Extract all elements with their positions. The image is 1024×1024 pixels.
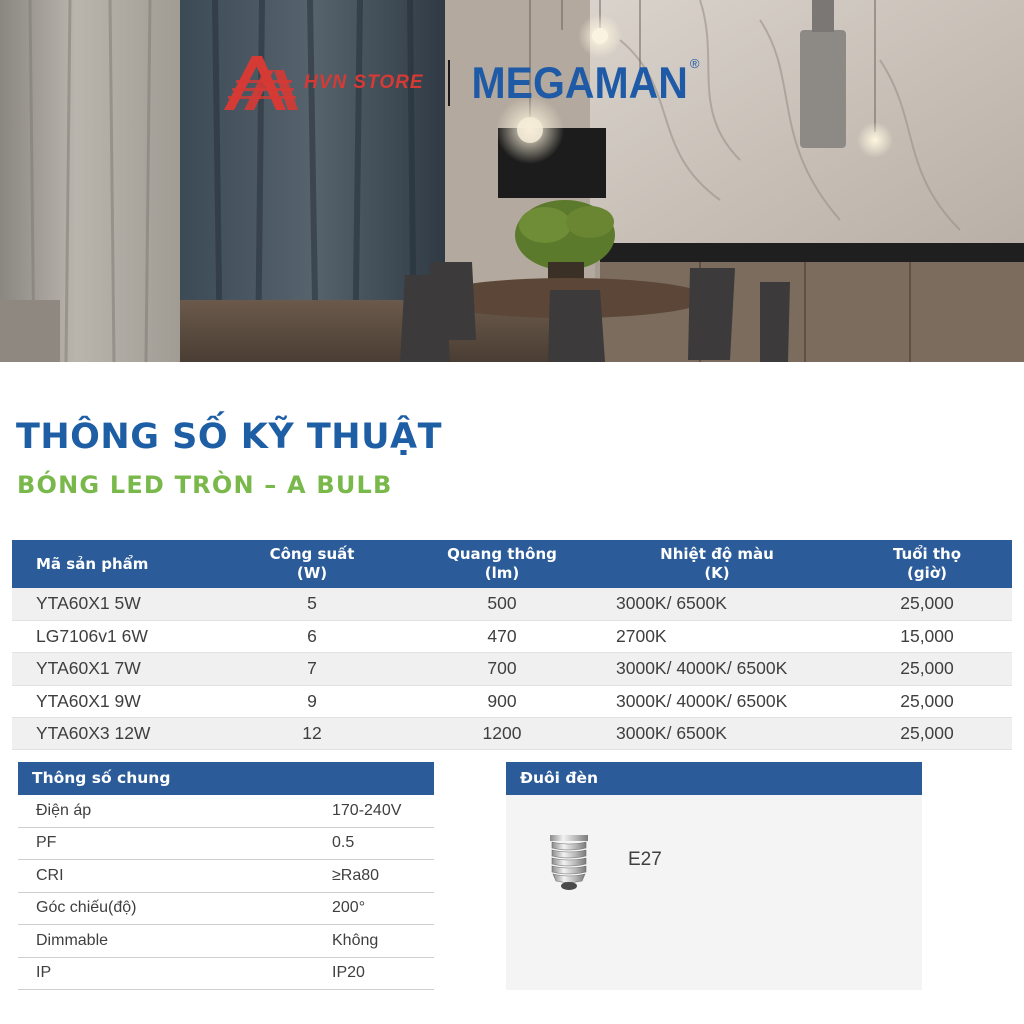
lamp-base-title: Đuôi đèn: [506, 762, 922, 795]
col-header-product-code: [12, 540, 212, 588]
col-header-color-temp: [592, 540, 842, 588]
cell-lifetime: 25,000: [842, 588, 1012, 620]
col-header-label: Công suất: [269, 545, 355, 563]
spec-value: 0.5: [332, 834, 355, 852]
spec-row-dimmable: [18, 925, 434, 958]
cell-lifetime: 25,000: [842, 718, 1012, 750]
col-header-unit: (W): [296, 564, 328, 582]
cell-power: 9: [212, 685, 412, 717]
cell-lumen: 900: [412, 685, 592, 717]
cell-lumen: 470: [412, 620, 592, 652]
cell-product-code: LG7106v1 6W: [12, 620, 212, 652]
partner-logo-text: MEGAMAN: [471, 57, 688, 108]
col-header-label: Mã sản phẩm: [36, 554, 149, 573]
col-header-lumen: [412, 540, 592, 588]
spec-row-ip: [18, 958, 434, 991]
col-header-power: [212, 540, 412, 588]
general-specs-panel: [18, 762, 434, 990]
cell-power: 5: [212, 588, 412, 620]
col-header-label: Nhiệt độ màu: [660, 545, 774, 563]
spec-label: PF: [36, 834, 57, 852]
table-row: [12, 588, 1012, 620]
cell-power: 7: [212, 653, 412, 685]
spec-label: Điện áp: [36, 801, 92, 819]
cell-color-temp: 3000K/ 4000K/ 6500K: [592, 653, 842, 685]
table-row: [12, 718, 1012, 750]
cell-color-temp: 3000K/ 6500K: [592, 718, 842, 750]
cell-power: 6: [212, 620, 412, 652]
brand-divider: [448, 60, 450, 106]
col-header-unit: (giờ): [907, 564, 947, 582]
col-header-unit: (lm): [484, 564, 520, 582]
e27-socket-icon: [544, 833, 594, 891]
spec-row-beam-angle: [18, 893, 434, 926]
cell-color-temp: 3000K/ 6500K: [592, 588, 842, 620]
spec-row-pf: [18, 828, 434, 861]
cell-color-temp: 2700K: [592, 620, 842, 652]
registered-mark: ®: [689, 56, 700, 71]
cell-lifetime: 25,000: [842, 685, 1012, 717]
cell-color-temp: 3000K/ 4000K/ 6500K: [592, 685, 842, 717]
table-row: [12, 620, 1012, 652]
spec-row-cri: [18, 860, 434, 893]
lamp-base-body: [506, 795, 922, 990]
cell-lumen: 700: [412, 653, 592, 685]
cell-power: 12: [212, 718, 412, 750]
spec-value: Không: [332, 931, 379, 949]
table-row: [12, 685, 1012, 717]
lamp-base-panel: [506, 762, 922, 990]
spec-label: Góc chiếu(độ): [36, 899, 137, 917]
spec-value: ≥Ra80: [332, 866, 380, 884]
cell-lumen: 1200: [412, 718, 592, 750]
cell-product-code: YTA60X1 9W: [12, 685, 212, 717]
spec-value: IP20: [332, 964, 365, 982]
spec-table-header: [12, 540, 1012, 588]
cell-lifetime: 15,000: [842, 620, 1012, 652]
store-name: HVN STORE: [304, 72, 424, 93]
col-header-label: Tuổi thọ: [892, 545, 962, 563]
spec-value: 200°: [332, 899, 366, 917]
cell-product-code: YTA60X1 5W: [12, 588, 212, 620]
table-row: [12, 653, 1012, 685]
spec-value: 170-240V: [332, 801, 402, 819]
general-specs-title: Thông số chung: [18, 762, 434, 795]
spec-table: [12, 540, 1012, 750]
spec-label: Dimmable: [36, 931, 109, 949]
cell-lumen: 500: [412, 588, 592, 620]
spec-label: CRI: [36, 866, 64, 884]
page-subtitle: BÓNG LED TRÒN – A BULB: [17, 471, 393, 499]
cell-product-code: YTA60X3 12W: [12, 718, 212, 750]
col-header-label: Quang thông: [447, 545, 557, 563]
spec-label: IP: [36, 964, 52, 982]
col-header-lifetime: [842, 540, 1012, 588]
spec-row-voltage: [18, 795, 434, 828]
hvn-store-logo-icon: [222, 54, 300, 112]
brand-bar: [222, 48, 699, 118]
hero-banner: [0, 0, 1024, 362]
page-title: THÔNG SỐ KỸ THUẬT: [16, 417, 442, 457]
lamp-base-type: E27: [628, 849, 662, 870]
col-header-unit: (K): [704, 564, 730, 582]
cell-lifetime: 25,000: [842, 653, 1012, 685]
cell-product-code: YTA60X1 7W: [12, 653, 212, 685]
